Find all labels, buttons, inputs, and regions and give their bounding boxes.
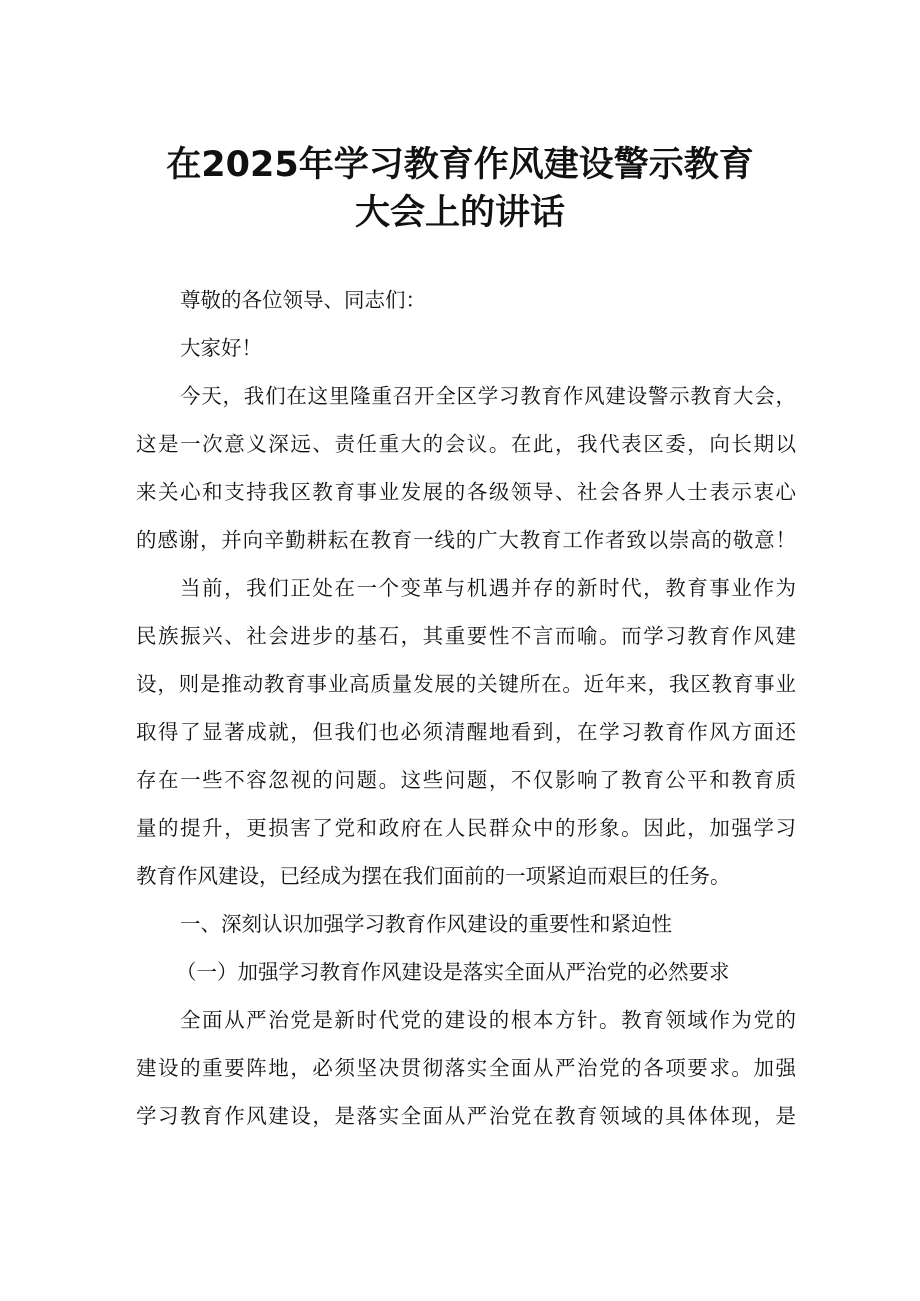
paragraph-1-line-4: 的感谢，并向辛勤耕耘在教育一线的广大教育工作者致以崇高的敬意！ bbox=[136, 528, 796, 552]
subsection-heading-1: （一）加强学习教育作风建设是落实全面从严治党的必然要求 bbox=[176, 960, 730, 984]
paragraph-2-line-7: 教育作风建设，已经成为摆在我们面前的一项紧迫而艰巨的任务。 bbox=[136, 864, 731, 888]
paragraph-1-line-1: 今天，我们在这里隆重召开全区学习教育作风建设警示教育大会， bbox=[180, 384, 796, 408]
paragraph-3-line-3: 学习教育作风建设，是落实全面从严治党在教育领域的具体体现，是 bbox=[136, 1104, 796, 1128]
section-heading-1: 一、深刻认识加强学习教育作风建设的重要性和紧迫性 bbox=[180, 912, 672, 936]
paragraph-1-line-3: 来关心和支持我区教育事业发展的各级领导、社会各界人士表示衷心 bbox=[136, 480, 796, 504]
paragraph-2-line-1: 当前，我们正处在一个变革与机遇并存的新时代，教育事业作为 bbox=[180, 576, 796, 600]
paragraph-3-line-1: 全面从严治党是新时代党的建设的根本方针。教育领域作为党的 bbox=[180, 1008, 796, 1032]
paragraph-2-line-4: 取得了显著成就，但我们也必须清醒地看到，在学习教育作风方面还 bbox=[136, 720, 796, 744]
salutation: 尊敬的各位领导、同志们： bbox=[180, 288, 426, 312]
paragraph-3-line-2: 建设的重要阵地，必须坚决贯彻落实全面从严治党的各项要求。加强 bbox=[136, 1056, 796, 1080]
document-title-line-2: 大会上的讲话 bbox=[354, 193, 565, 233]
document-title-line-1: 在2025年学习教育作风建设警示教育 bbox=[166, 145, 754, 185]
paragraph-2-line-6: 量的提升，更损害了党和政府在人民群众中的形象。因此，加强学习 bbox=[136, 816, 796, 840]
paragraph-2-line-5: 存在一些不容忽视的问题。这些问题，不仅影响了教育公平和教育质 bbox=[136, 768, 796, 792]
greeting: 大家好！ bbox=[180, 336, 262, 360]
paragraph-1-line-2: 这是一次意义深远、责任重大的会议。在此，我代表区委，向长期以 bbox=[136, 432, 796, 456]
paragraph-2-line-3: 设，则是推动教育事业高质量发展的关键所在。近年来，我区教育事业 bbox=[136, 672, 796, 696]
paragraph-2-line-2: 民族振兴、社会进步的基石，其重要性不言而喻。而学习教育作风建 bbox=[136, 624, 796, 648]
